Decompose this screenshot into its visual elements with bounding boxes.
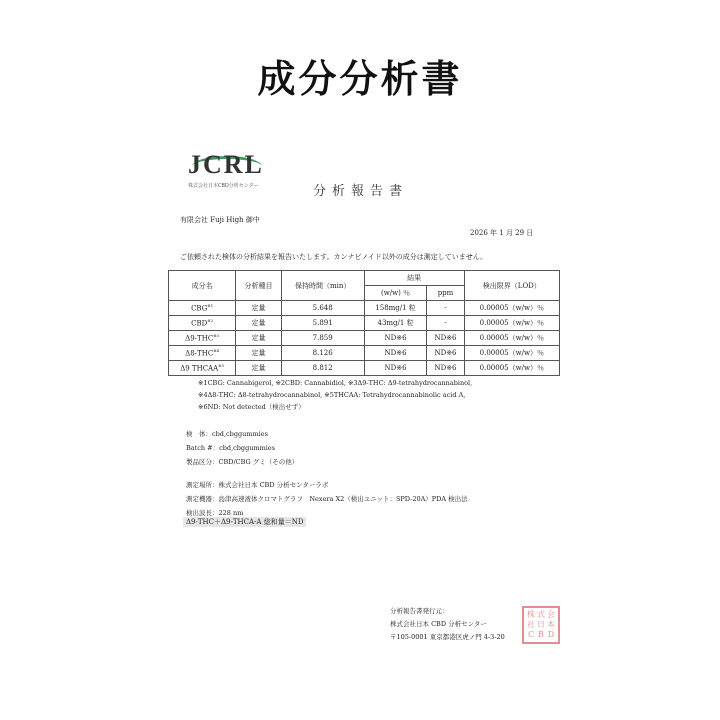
method-line: 検出波長：228 nm: [186, 509, 244, 517]
cell-lod: 0.00005（w/w）％: [464, 361, 559, 376]
table-row: [169, 301, 560, 316]
table-row: [169, 331, 560, 346]
cell-ppm: ND※6: [427, 346, 464, 361]
cell-ww: ND※6: [364, 331, 427, 346]
cell-type: 定量: [236, 346, 281, 361]
method-line: 測定場所：株式会社日本 CBD 分析センターラボ: [186, 481, 329, 489]
table-row: [169, 361, 560, 376]
cell-type: 定量: [236, 301, 281, 316]
cell-retention: 8.126: [281, 346, 364, 361]
table-row: [169, 316, 560, 331]
header-ww: (w/w) ％: [364, 286, 427, 301]
footnote-line: ※1CBG: Cannabigerol, ※2CBD: Cannabidiol, ※3Δ9-THC: Δ9-tetrahydrocannabinol,: [198, 379, 473, 387]
header-name: 成分名: [169, 271, 236, 301]
cell-name: Δ8-THC$^{※4}$: [169, 346, 236, 361]
sample-info: [186, 427, 298, 469]
report-date: 2026 年 1 月 29 日: [470, 229, 534, 237]
cell-ww: ND※6: [364, 346, 427, 361]
cell-type: 定量: [236, 331, 281, 346]
cell-lod: 0.00005（w/w）％: [464, 301, 559, 316]
issuer-line: 分析報告書発行元：: [390, 607, 449, 615]
cell-retention: 5.648: [281, 301, 364, 316]
header-result: 結果: [364, 271, 464, 286]
cell-lod: 0.00005（w/w）％: [464, 346, 559, 361]
cell-name: CBD$^{※2}$: [169, 316, 236, 331]
cell-ppm: -: [427, 301, 464, 316]
cell-retention: 5.891: [281, 316, 364, 331]
table-row: [169, 346, 560, 361]
cell-ww: ND※6: [364, 361, 427, 376]
method-line: 測定機器：島津高速液体クロマトグラフ Nexera X2（検出ユニット：SPD-20A）PDA 検出法: [186, 495, 468, 503]
cell-ww: 43mg/1 粒: [364, 316, 427, 331]
cell-name: Δ9 THCAA$^{※5}$: [169, 361, 236, 376]
logo-subtitle: 株式会社日本CBD分析センター: [188, 183, 259, 189]
company-seal-stamp: 株 式 会 社 日 本 C B D: [522, 606, 560, 644]
issuer-line: 〒105-0001 東京都港区虎ノ門 4-3-20: [390, 633, 505, 641]
report-title: 分析報告書: [313, 184, 409, 199]
cell-name: Δ9-THC$^{※3}$: [169, 331, 236, 346]
jcrl-logo: [188, 150, 268, 190]
cell-lod: 0.00005（w/w）％: [464, 316, 559, 331]
header-lod: 検出限界（LOD）: [464, 271, 559, 301]
cell-ppm: -: [427, 316, 464, 331]
intro-text: ご依頼された検体の分析結果を報告いたします。カンナビノイド以外の成分は測定していません。: [180, 253, 488, 261]
header-retention: 保持時間（min）: [281, 271, 364, 301]
client-name: 有限会社 Fuji High 御中: [180, 216, 260, 224]
sample-line: Batch #：cbd,cbggummies: [186, 444, 276, 452]
cell-ppm: ND※6: [427, 361, 464, 376]
cell-type: 定量: [236, 361, 281, 376]
cell-ww: 158mg/1 粒: [364, 301, 427, 316]
cell-lod: 0.00005（w/w）％: [464, 331, 559, 346]
issuer-line: 株式会社日本 CBD 分析センター: [390, 620, 487, 628]
cell-retention: 8.812: [281, 361, 364, 376]
logo-text: JCRL: [188, 150, 264, 179]
header-ppm: ppm: [427, 286, 464, 301]
issuer-info: [390, 605, 505, 644]
cell-retention: 7.859: [281, 331, 364, 346]
footnotes: [198, 377, 472, 413]
footnote-line: ※6ND: Not detected（検出せず）: [198, 403, 305, 411]
cell-type: 定量: [236, 316, 281, 331]
cell-name: CBG$^{※1}$: [169, 301, 236, 316]
cell-ppm: ND※6: [427, 331, 464, 346]
footnote-line: ※4Δ8-THC: Δ8-tetrahydrocannabinol, ※5THCAA: Tetrahydrocannabinolic acid A,: [198, 391, 466, 399]
sample-line: 検 体：cbd,cbggummies: [186, 430, 268, 438]
sample-line: 製品区分：CBD/CBG グミ（その他）: [186, 458, 299, 466]
page-title: 成分分析書: [257, 57, 463, 101]
conclusion-highlight: Δ9-THC＋Δ9-THCA-A 総和量＝ND: [183, 517, 306, 527]
analysis-report-document: [150, 140, 570, 660]
method-info: [186, 478, 468, 520]
results-table: [168, 270, 560, 376]
header-type: 分析種目: [236, 271, 281, 301]
